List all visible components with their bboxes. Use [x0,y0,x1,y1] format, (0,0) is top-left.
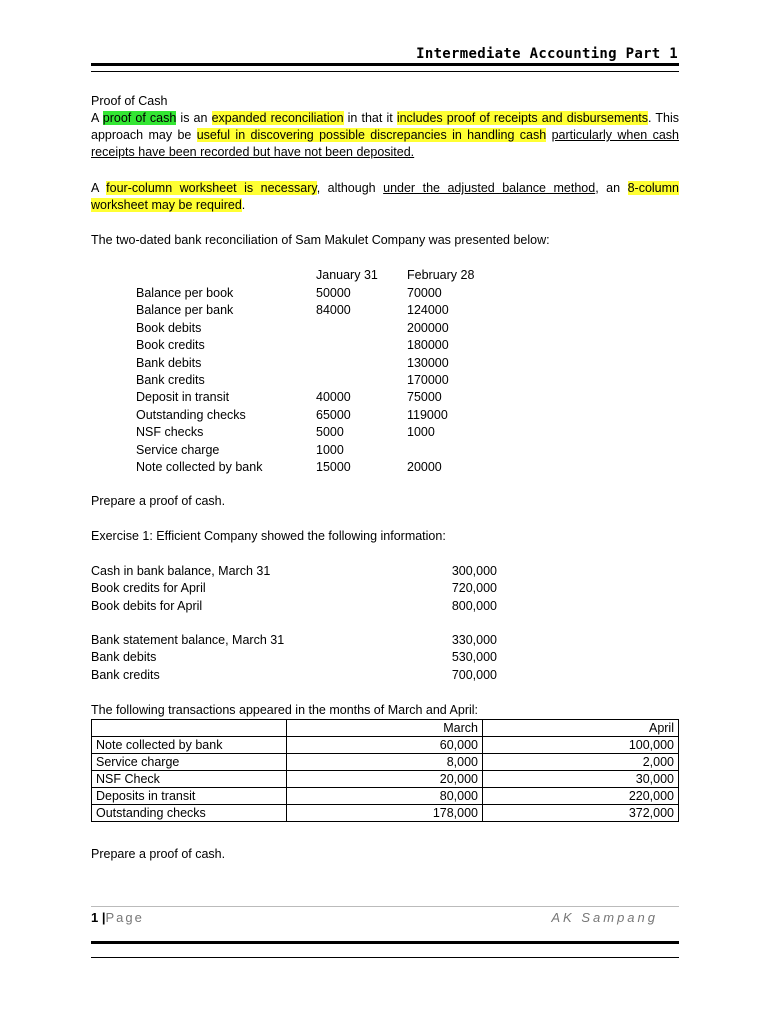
exercise-info-value: 330,000 [451,633,497,647]
table-cell: 372,000 [483,805,679,822]
recon-row-label: Book debits [136,320,202,335]
exercise-info-label: Cash in bank balance, March 31 [91,564,271,578]
recon-col-february: February 28 [407,268,475,282]
table-cell: 8,000 [287,754,483,771]
table-cell: 60,000 [287,737,483,754]
recon-row-february: 180000 [407,338,449,353]
recon-row-label: Note collected by bank [136,460,263,474]
table-cell: 2,000 [483,754,679,771]
header-rule-thin [91,71,679,72]
exercise-info-value: 700,000 [451,667,497,682]
recon-row-february: 75000 [407,390,442,405]
table-cell: 220,000 [483,788,679,805]
table-header-cell: March [287,720,483,737]
recon-intro: The two-dated bank reconciliation of Sam Makulet Company was presented below: [91,233,550,247]
table-row [92,754,679,771]
exercise-info-value: 800,000 [451,598,497,613]
highlight-four-column: four-column worksheet is necessary [106,181,317,195]
paragraph-worksheet: A four-column worksheet is necessary, although under the adjusted balance method, an 8-column worksheet may be required. [91,181,679,212]
recon-row-february: 119000 [407,407,448,422]
recon-row-label: Outstanding checks [136,407,246,422]
footer-rule-thin [91,957,679,958]
recon-row-january: 84000 [316,303,351,318]
exercise-info-label: Book debits for April [91,598,203,613]
highlight-8-column: 8-column worksheet may be required [91,181,679,212]
footer-page-number: 1 |Page [91,910,144,925]
exercise-info-value: 530,000 [451,650,497,665]
table-row [92,771,679,788]
recon-row-label: Book credits [136,338,205,353]
table-header-cell: April [483,720,679,737]
recon-row-january: 5000 [316,425,344,440]
table-cell: 100,000 [483,737,679,754]
footer-rule [91,941,679,944]
table-row [92,788,679,805]
document-header-title: Intermediate Accounting Part 1 [416,46,678,62]
recon-row-february: 70000 [407,286,442,300]
recon-row-label: Bank credits [136,373,205,387]
table-row [92,805,679,822]
highlight-discrepancies: useful in discovering possible discrepancies in handling cash [196,128,547,142]
exercise-info-label: Bank credits [91,667,160,682]
table-header-cell [92,720,287,737]
recon-row-february: 1000 [407,425,435,440]
exercise-info-value: 300,000 [451,564,497,578]
recon-col-january: January 31 [316,268,378,282]
recon-row-february: 170000 [407,373,449,387]
table-intro: The following transactions appeared in the months of March and April: [91,703,479,717]
table-cell: Note collected by bank [92,737,287,754]
recon-row-label: Balance per bank [136,303,234,318]
recon-row-january: 65000 [316,407,351,422]
exercise-info-label: Book credits for April [91,581,206,596]
exercise-instruction: Prepare a proof of cash. [91,847,226,861]
underline-adjusted-balance: under the adjusted balance method [383,181,596,195]
exercise-info-value: 720,000 [451,581,497,596]
table-cell: 80,000 [287,788,483,805]
highlight-receipts-disbursements: includes proof of receipts and disbursements [396,111,649,125]
recon-row-february: 200000 [407,320,449,335]
footer-rule-light [91,906,679,907]
exercise-title: Exercise 1: Efficient Company showed the following information: [91,529,446,543]
exercise-info-label: Bank debits [91,650,157,665]
section-heading: Proof of Cash [91,94,168,108]
recon-row-label: Balance per book [136,286,234,300]
recon-row-label: Deposit in transit [136,390,230,405]
recon-row-february: 130000 [407,355,449,370]
recon-row-label: NSF checks [136,425,204,440]
paragraph-proof-of-cash: A proof of cash is an expanded reconciliation in that it includes proof of receipts and disbursements. This approach may be useful in discovering possible discrepancies in handling cash particularly when cash receipts have been recorded but have not been deposited. [91,111,680,159]
recon-row-february: 124000 [407,303,449,318]
table-cell: Service charge [92,754,287,771]
recon-row-january: 1000 [316,442,344,457]
table-row [92,737,679,754]
header-rule [91,63,679,66]
highlight-proof-of-cash: proof of cash [102,111,177,125]
recon-row-january: 40000 [316,390,351,405]
highlight-expanded-reconciliation: expanded reconciliation [211,111,344,125]
recon-row-january: 50000 [316,286,351,300]
table-cell: NSF Check [92,771,287,788]
transactions-table [91,719,679,822]
table-cell: 30,000 [483,771,679,788]
table-cell: Deposits in transit [92,788,287,805]
table-cell: Outstanding checks [92,805,287,822]
table-cell: 178,000 [287,805,483,822]
exercise-info-label: Bank statement balance, March 31 [91,633,285,647]
table-cell: 20,000 [287,771,483,788]
table-header-row [92,720,679,737]
recon-row-february: 20000 [407,460,442,474]
recon-row-label: Bank debits [136,355,202,370]
recon-row-label: Service charge [136,442,220,457]
recon-instruction: Prepare a proof of cash. [91,494,226,508]
underline-cash-receipts: particularly when cash receipts have been recorded but have not been deposited. [91,128,680,159]
footer-author: AK Sampang [551,910,658,925]
recon-row-january: 15000 [316,460,351,474]
